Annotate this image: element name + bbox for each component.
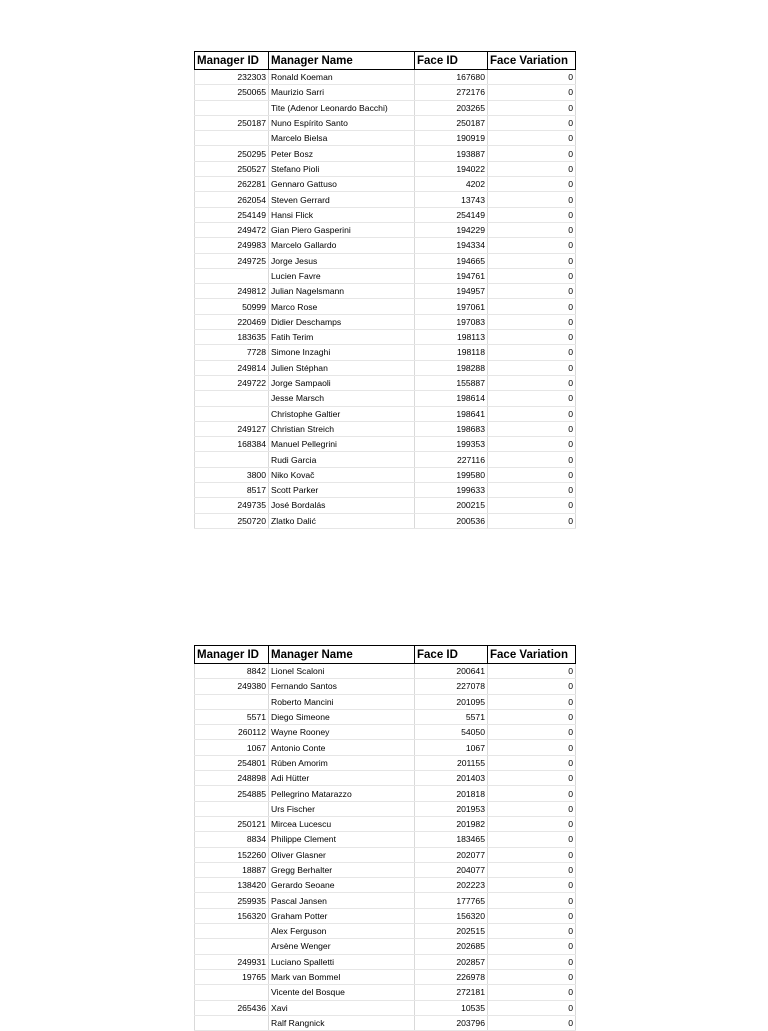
manager-id-cell: 249931 [195, 954, 269, 969]
face-variation-cell: 0 [488, 878, 576, 893]
manager-name-cell: Urs Fischer [269, 801, 415, 816]
manager-id-cell: 232303 [195, 70, 269, 85]
manager-id-cell: 250527 [195, 161, 269, 176]
manager-name-cell: Didier Deschamps [269, 314, 415, 329]
manager-id-cell [195, 268, 269, 283]
face-variation-cell: 0 [488, 725, 576, 740]
table-body [195, 664, 576, 1031]
face-id-cell: 200215 [415, 498, 488, 513]
face-id-cell: 201095 [415, 694, 488, 709]
face-variation-cell: 0 [488, 969, 576, 984]
face-variation-cell: 0 [488, 391, 576, 406]
manager-id-cell [195, 406, 269, 421]
face-variation-cell: 0 [488, 755, 576, 770]
face-variation-cell: 0 [488, 161, 576, 176]
manager-id-cell: 1067 [195, 740, 269, 755]
face-variation-cell: 0 [488, 146, 576, 161]
face-id-cell: 198113 [415, 330, 488, 345]
manager-name-cell: Gian Piero Gasperini [269, 222, 415, 237]
manager-id-cell: 262054 [195, 192, 269, 207]
manager-id-cell: 8842 [195, 664, 269, 679]
manager-id-cell: 249127 [195, 421, 269, 436]
face-variation-cell: 0 [488, 406, 576, 421]
face-id-cell: 13743 [415, 192, 488, 207]
manager-name-cell: Adi Hütter [269, 771, 415, 786]
face-id-cell: 202685 [415, 939, 488, 954]
manager-name-cell: Jesse Marsch [269, 391, 415, 406]
table-row [195, 284, 576, 299]
face-variation-cell: 0 [488, 70, 576, 85]
table-row [195, 406, 576, 421]
header-face-id: Face ID [415, 646, 488, 664]
manager-name-cell: Mark van Bommel [269, 969, 415, 984]
face-id-cell: 197061 [415, 299, 488, 314]
face-variation-cell: 0 [488, 862, 576, 877]
manager-id-cell [195, 801, 269, 816]
manager-id-cell [195, 985, 269, 1000]
face-id-cell: 198683 [415, 421, 488, 436]
table-row [195, 709, 576, 724]
manager-id-cell: 250295 [195, 146, 269, 161]
manager-id-cell [195, 100, 269, 115]
face-variation-cell: 0 [488, 85, 576, 100]
table-row [195, 862, 576, 877]
manager-name-cell: Gregg Berhalter [269, 862, 415, 877]
manager-name-cell: Marco Rose [269, 299, 415, 314]
manager-name-cell: Wayne Rooney [269, 725, 415, 740]
table-row [195, 222, 576, 237]
table-row [195, 694, 576, 709]
manager-name-cell: José Bordalás [269, 498, 415, 513]
face-id-cell: 200641 [415, 664, 488, 679]
table-row [195, 467, 576, 482]
manager-id-cell: 7728 [195, 345, 269, 360]
manager-name-cell: Fatih Terim [269, 330, 415, 345]
header-face-variation: Face Variation [488, 52, 576, 70]
manager-name-cell: Oliver Glasner [269, 847, 415, 862]
face-variation-cell: 0 [488, 238, 576, 253]
face-variation-cell: 0 [488, 192, 576, 207]
face-id-cell: 203796 [415, 1015, 488, 1030]
manager-name-cell: Marcelo Gallardo [269, 238, 415, 253]
face-id-cell: 201982 [415, 816, 488, 831]
face-variation-cell: 0 [488, 816, 576, 831]
manager-id-cell [195, 131, 269, 146]
manager-name-cell: Tite (Adenor Leonardo Bacchi) [269, 100, 415, 115]
manager-id-cell: 183635 [195, 330, 269, 345]
face-id-cell: 198614 [415, 391, 488, 406]
face-id-cell: 194229 [415, 222, 488, 237]
manager-id-cell [195, 939, 269, 954]
face-id-cell: 4202 [415, 177, 488, 192]
table-row [195, 146, 576, 161]
manager-table-2 [194, 645, 576, 1031]
manager-name-cell: Ronald Koeman [269, 70, 415, 85]
manager-name-cell: Marcelo Bielsa [269, 131, 415, 146]
table-row [195, 238, 576, 253]
manager-name-cell: Ralf Rangnick [269, 1015, 415, 1030]
face-variation-cell: 0 [488, 360, 576, 375]
manager-name-cell: Vicente del Bosque [269, 985, 415, 1000]
table-row [195, 924, 576, 939]
face-variation-cell: 0 [488, 847, 576, 862]
table-row [195, 345, 576, 360]
manager-id-cell: 248898 [195, 771, 269, 786]
manager-name-cell: Niko Kovač [269, 467, 415, 482]
face-id-cell: 272181 [415, 985, 488, 1000]
manager-id-cell: 250187 [195, 115, 269, 130]
manager-id-cell: 249380 [195, 679, 269, 694]
face-variation-cell: 0 [488, 345, 576, 360]
face-variation-cell: 0 [488, 222, 576, 237]
table-row [195, 908, 576, 923]
face-id-cell: 155887 [415, 375, 488, 390]
face-variation-cell: 0 [488, 375, 576, 390]
face-id-cell: 272176 [415, 85, 488, 100]
header-row [195, 52, 576, 70]
manager-id-cell: 18887 [195, 862, 269, 877]
manager-id-cell: 249735 [195, 498, 269, 513]
manager-name-cell: Jorge Sampaoli [269, 375, 415, 390]
manager-name-cell: Peter Bosz [269, 146, 415, 161]
manager-name-cell: Jorge Jesus [269, 253, 415, 268]
manager-id-cell: 254885 [195, 786, 269, 801]
manager-name-cell: Nuno Espírito Santo [269, 115, 415, 130]
table-row [195, 954, 576, 969]
manager-id-cell: 249472 [195, 222, 269, 237]
table-row [195, 801, 576, 816]
manager-id-cell: 250121 [195, 816, 269, 831]
face-id-cell: 194761 [415, 268, 488, 283]
header-manager-name: Manager Name [269, 646, 415, 664]
manager-id-cell: 249814 [195, 360, 269, 375]
manager-id-cell: 3800 [195, 467, 269, 482]
manager-id-cell: 168384 [195, 437, 269, 452]
face-id-cell: 177765 [415, 893, 488, 908]
table-row [195, 207, 576, 222]
face-id-cell: 198641 [415, 406, 488, 421]
face-id-cell: 194665 [415, 253, 488, 268]
face-id-cell: 167680 [415, 70, 488, 85]
face-id-cell: 203265 [415, 100, 488, 115]
table-row [195, 375, 576, 390]
face-variation-cell: 0 [488, 330, 576, 345]
face-id-cell: 197083 [415, 314, 488, 329]
manager-id-cell [195, 694, 269, 709]
manager-name-cell: Graham Potter [269, 908, 415, 923]
manager-name-cell: Pellegrino Matarazzo [269, 786, 415, 801]
face-variation-cell: 0 [488, 954, 576, 969]
manager-name-cell: Julian Nagelsmann [269, 284, 415, 299]
face-id-cell: 10535 [415, 1000, 488, 1015]
manager-id-cell [195, 452, 269, 467]
face-variation-cell: 0 [488, 786, 576, 801]
table-row [195, 878, 576, 893]
manager-id-cell [195, 391, 269, 406]
manager-id-cell: 250720 [195, 513, 269, 528]
table-row [195, 452, 576, 467]
face-variation-cell: 0 [488, 253, 576, 268]
manager-name-cell: Fernando Santos [269, 679, 415, 694]
table-row [195, 679, 576, 694]
face-id-cell: 156320 [415, 908, 488, 923]
manager-id-cell: 254149 [195, 207, 269, 222]
manager-id-cell: 19765 [195, 969, 269, 984]
face-id-cell: 5571 [415, 709, 488, 724]
face-variation-cell: 0 [488, 771, 576, 786]
manager-name-cell: Pascal Jansen [269, 893, 415, 908]
manager-id-cell: 5571 [195, 709, 269, 724]
face-id-cell: 254149 [415, 207, 488, 222]
face-variation-cell: 0 [488, 467, 576, 482]
table-row [195, 70, 576, 85]
manager-id-cell [195, 1015, 269, 1030]
table-row [195, 893, 576, 908]
face-variation-cell: 0 [488, 513, 576, 528]
header-manager-name: Manager Name [269, 52, 415, 70]
table-row [195, 1000, 576, 1015]
manager-id-cell: 249812 [195, 284, 269, 299]
face-id-cell: 199580 [415, 467, 488, 482]
face-variation-cell: 0 [488, 924, 576, 939]
face-variation-cell: 0 [488, 740, 576, 755]
table-row [195, 939, 576, 954]
manager-id-cell: 262281 [195, 177, 269, 192]
manager-name-cell: Gerardo Seoane [269, 878, 415, 893]
face-variation-cell: 0 [488, 985, 576, 1000]
face-variation-cell: 0 [488, 832, 576, 847]
table-row [195, 664, 576, 679]
manager-id-cell: 8834 [195, 832, 269, 847]
table-row [195, 100, 576, 115]
face-variation-cell: 0 [488, 437, 576, 452]
manager-name-cell: Christophe Galtier [269, 406, 415, 421]
face-id-cell: 201818 [415, 786, 488, 801]
face-variation-cell: 0 [488, 452, 576, 467]
face-variation-cell: 0 [488, 177, 576, 192]
header-face-variation: Face Variation [488, 646, 576, 664]
table-row [195, 816, 576, 831]
face-id-cell: 200536 [415, 513, 488, 528]
face-id-cell: 194957 [415, 284, 488, 299]
table-row [195, 832, 576, 847]
face-variation-cell: 0 [488, 1000, 576, 1015]
table-row [195, 299, 576, 314]
manager-name-cell: Simone Inzaghi [269, 345, 415, 360]
face-id-cell: 201953 [415, 801, 488, 816]
manager-id-cell: 265436 [195, 1000, 269, 1015]
table-row [195, 253, 576, 268]
manager-id-cell: 249722 [195, 375, 269, 390]
manager-id-cell: 260112 [195, 725, 269, 740]
face-id-cell: 201155 [415, 755, 488, 770]
manager-name-cell: Lucien Favre [269, 268, 415, 283]
face-id-cell: 250187 [415, 115, 488, 130]
face-variation-cell: 0 [488, 709, 576, 724]
face-variation-cell: 0 [488, 664, 576, 679]
face-variation-cell: 0 [488, 1015, 576, 1030]
table-row [195, 360, 576, 375]
manager-id-cell: 250065 [195, 85, 269, 100]
manager-name-cell: Xavi [269, 1000, 415, 1015]
face-id-cell: 190919 [415, 131, 488, 146]
face-id-cell: 54050 [415, 725, 488, 740]
table-row [195, 115, 576, 130]
manager-name-cell: Diego Simeone [269, 709, 415, 724]
manager-name-cell: Zlatko Dalić [269, 513, 415, 528]
face-id-cell: 183465 [415, 832, 488, 847]
manager-name-cell: Julien Stéphan [269, 360, 415, 375]
manager-name-cell: Manuel Pellegrini [269, 437, 415, 452]
face-variation-cell: 0 [488, 801, 576, 816]
table-row [195, 314, 576, 329]
table-row [195, 985, 576, 1000]
face-variation-cell: 0 [488, 483, 576, 498]
table-row [195, 177, 576, 192]
face-id-cell: 227116 [415, 452, 488, 467]
face-variation-cell: 0 [488, 268, 576, 283]
face-id-cell: 201403 [415, 771, 488, 786]
table-row [195, 483, 576, 498]
face-id-cell: 198118 [415, 345, 488, 360]
manager-id-cell: 8517 [195, 483, 269, 498]
manager-id-cell: 249983 [195, 238, 269, 253]
manager-table-1 [194, 51, 576, 529]
header-row [195, 646, 576, 664]
face-variation-cell: 0 [488, 299, 576, 314]
manager-name-cell: Mircea Lucescu [269, 816, 415, 831]
table-row [195, 421, 576, 436]
manager-name-cell: Stefano Pioli [269, 161, 415, 176]
face-id-cell: 199353 [415, 437, 488, 452]
table-row [195, 498, 576, 513]
manager-id-cell: 156320 [195, 908, 269, 923]
manager-id-cell: 152260 [195, 847, 269, 862]
face-id-cell: 202077 [415, 847, 488, 862]
face-variation-cell: 0 [488, 314, 576, 329]
face-variation-cell: 0 [488, 421, 576, 436]
table-row [195, 847, 576, 862]
header-face-id: Face ID [415, 52, 488, 70]
table-row [195, 1015, 576, 1030]
manager-id-cell: 259935 [195, 893, 269, 908]
manager-name-cell: Alex Ferguson [269, 924, 415, 939]
manager-name-cell: Rúben Amorim [269, 755, 415, 770]
face-variation-cell: 0 [488, 893, 576, 908]
table-row [195, 85, 576, 100]
face-id-cell: 226978 [415, 969, 488, 984]
table-row [195, 771, 576, 786]
table-row [195, 437, 576, 452]
face-id-cell: 193887 [415, 146, 488, 161]
table-row [195, 740, 576, 755]
table-row [195, 755, 576, 770]
manager-id-cell: 220469 [195, 314, 269, 329]
table-row [195, 725, 576, 740]
face-variation-cell: 0 [488, 908, 576, 923]
manager-name-cell: Antonio Conte [269, 740, 415, 755]
manager-name-cell: Scott Parker [269, 483, 415, 498]
manager-name-cell: Roberto Mancini [269, 694, 415, 709]
manager-name-cell: Rudi Garcia [269, 452, 415, 467]
face-id-cell: 202223 [415, 878, 488, 893]
manager-name-cell: Maurizio Sarri [269, 85, 415, 100]
table-row [195, 161, 576, 176]
face-variation-cell: 0 [488, 498, 576, 513]
manager-id-cell [195, 924, 269, 939]
manager-id-cell: 138420 [195, 878, 269, 893]
manager-name-cell: Christian Streich [269, 421, 415, 436]
face-id-cell: 1067 [415, 740, 488, 755]
header-manager-id: Manager ID [195, 52, 269, 70]
manager-name-cell: Steven Gerrard [269, 192, 415, 207]
face-variation-cell: 0 [488, 679, 576, 694]
face-variation-cell: 0 [488, 284, 576, 299]
table-row [195, 786, 576, 801]
manager-name-cell: Gennaro Gattuso [269, 177, 415, 192]
header-manager-id: Manager ID [195, 646, 269, 664]
manager-id-cell: 249725 [195, 253, 269, 268]
face-id-cell: 199633 [415, 483, 488, 498]
table-row [195, 391, 576, 406]
table-row [195, 192, 576, 207]
face-id-cell: 227078 [415, 679, 488, 694]
manager-name-cell: Arsène Wenger [269, 939, 415, 954]
table-row [195, 330, 576, 345]
face-id-cell: 202857 [415, 954, 488, 969]
face-id-cell: 204077 [415, 862, 488, 877]
face-variation-cell: 0 [488, 115, 576, 130]
table-row [195, 268, 576, 283]
face-variation-cell: 0 [488, 131, 576, 146]
face-id-cell: 194022 [415, 161, 488, 176]
table-row [195, 131, 576, 146]
table-row [195, 513, 576, 528]
table-row [195, 969, 576, 984]
manager-name-cell: Luciano Spalletti [269, 954, 415, 969]
manager-name-cell: Philippe Clement [269, 832, 415, 847]
table-body [195, 70, 576, 529]
face-variation-cell: 0 [488, 207, 576, 222]
face-id-cell: 198288 [415, 360, 488, 375]
manager-name-cell: Hansi Flick [269, 207, 415, 222]
face-variation-cell: 0 [488, 694, 576, 709]
manager-id-cell: 50999 [195, 299, 269, 314]
face-id-cell: 202515 [415, 924, 488, 939]
manager-name-cell: Lionel Scaloni [269, 664, 415, 679]
face-id-cell: 194334 [415, 238, 488, 253]
face-variation-cell: 0 [488, 100, 576, 115]
face-variation-cell: 0 [488, 939, 576, 954]
manager-id-cell: 254801 [195, 755, 269, 770]
